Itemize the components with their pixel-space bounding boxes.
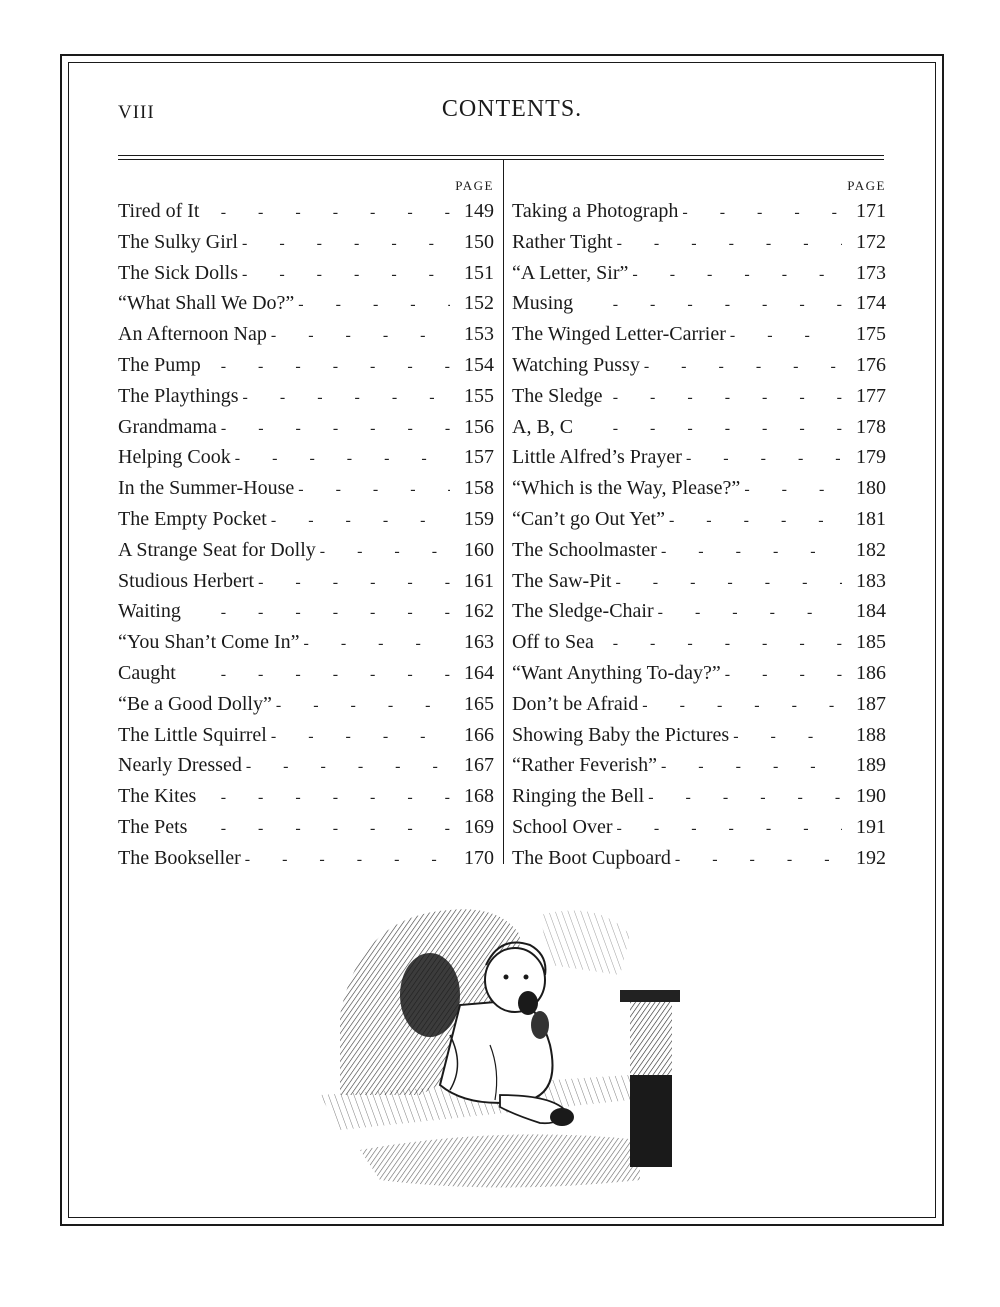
dot-leader [632, 258, 842, 291]
dot-leader [242, 227, 450, 260]
dot-leader [648, 781, 842, 814]
dot-leader [598, 627, 842, 660]
contents-entry [512, 442, 886, 473]
dot-leader [205, 350, 450, 383]
entry-title: Showing Baby the Pictures [512, 723, 730, 746]
dot-leader [242, 258, 450, 291]
dot-leader [245, 843, 450, 876]
dot-leader [271, 504, 450, 537]
page-number: VIII [118, 102, 155, 123]
contents-entry [512, 658, 886, 689]
page-column-label: PAGE [455, 178, 494, 193]
entry-title: Ringing the Bell [512, 785, 645, 808]
contents-entry [118, 566, 494, 597]
entry-title: Watching Pussy [512, 353, 640, 376]
entry-title: The Schoolmaster [512, 538, 657, 561]
dot-leader [577, 288, 842, 321]
entry-title: The Sick Dolls [118, 261, 238, 284]
entry-title: Taking a Photograph [512, 200, 679, 222]
contents-entry [512, 350, 886, 381]
entry-page-number: 169 [464, 815, 494, 838]
entry-page-number: 152 [464, 292, 494, 315]
entry-page-number: 175 [856, 323, 886, 346]
entry-title: Caught [118, 661, 176, 684]
page-column-label: PAGE [847, 178, 886, 193]
contents-entry [512, 196, 886, 227]
entry-title: The Empty Pocket [118, 507, 267, 530]
entry-title: “Rather Feverish” [512, 754, 657, 777]
entry-title: Off to Sea [512, 631, 594, 654]
entry-page-number: 163 [464, 631, 494, 654]
entry-page-number: 192 [856, 846, 886, 869]
dot-leader [617, 227, 842, 260]
entry-page-number: 190 [856, 785, 886, 808]
entry-title: A, B, C [512, 415, 574, 438]
entry-page-number: 157 [464, 446, 494, 469]
entry-title: Studious Herbert [118, 569, 255, 592]
entry-page-number: 153 [464, 323, 494, 346]
entry-page-number: 168 [464, 785, 494, 808]
entry-title: The Pets [118, 815, 188, 838]
entry-title: Nearly Dressed [118, 754, 242, 777]
entry-title: “Can’t go Out Yet” [512, 507, 665, 530]
dot-leader [658, 596, 842, 629]
entry-title: The Winged Letter-Carrier [512, 323, 726, 346]
contents-entry [512, 596, 886, 627]
dot-leader [730, 319, 842, 352]
contents-entry [118, 442, 494, 473]
header-rule-bottom [118, 159, 884, 160]
contents-entry [512, 381, 886, 412]
contents-entry [118, 227, 494, 258]
entry-page-number: 156 [464, 415, 494, 438]
contents-entry [118, 781, 494, 812]
dot-leader [185, 596, 450, 629]
contents-entry [512, 319, 886, 350]
contents-entry [512, 535, 886, 566]
contents-entry [118, 535, 494, 566]
entry-page-number: 161 [464, 569, 494, 592]
contents-entry [512, 412, 886, 443]
dot-leader [607, 381, 842, 414]
contents-entry [118, 381, 494, 412]
entry-page-number: 160 [464, 538, 494, 561]
entry-page-number: 172 [856, 230, 886, 253]
page-title: CONTENTS. [441, 96, 583, 122]
contents-entry [118, 473, 494, 504]
contents-entry [512, 812, 886, 843]
entry-page-number: 177 [856, 384, 886, 407]
contents-entry [512, 627, 886, 658]
dot-leader [617, 812, 842, 845]
entry-title: The Playthings [118, 384, 239, 407]
contents-entry [512, 689, 886, 720]
contents-entry [512, 566, 886, 597]
dot-leader [243, 381, 450, 414]
dot-leader [191, 812, 450, 845]
dot-leader [682, 196, 842, 229]
dot-leader [675, 843, 842, 876]
contents-entry [118, 412, 494, 443]
entry-page-number: 173 [856, 261, 886, 284]
entry-title: “Which is the Way, Please?” [512, 477, 741, 500]
entry-page-number: 159 [464, 507, 494, 530]
contents-entry [118, 319, 494, 350]
dot-leader [298, 473, 450, 506]
entry-page-number: 180 [856, 477, 886, 500]
entry-title: A Strange Seat for Dolly [118, 538, 316, 561]
entry-page-number: 155 [464, 384, 494, 407]
child-with-doll-illustration [300, 895, 720, 1195]
contents-entry [118, 350, 494, 381]
contents-entry [118, 627, 494, 658]
contents-entry [118, 288, 494, 319]
entry-page-number: 182 [856, 538, 886, 561]
contents-entry [512, 473, 886, 504]
dot-leader [644, 350, 842, 383]
dot-leader [686, 442, 842, 475]
entry-page-number: 158 [464, 477, 494, 500]
entry-title: “Be a Good Dolly” [118, 692, 272, 715]
contents-entry [118, 258, 494, 289]
entry-title: Waiting [118, 600, 181, 623]
dot-leader [615, 566, 842, 599]
dot-leader [661, 750, 842, 783]
entry-page-number: 166 [464, 723, 494, 746]
dot-leader [203, 196, 450, 229]
entry-title: The Sulky Girl [118, 230, 238, 253]
dot-leader [320, 535, 450, 568]
entry-page-number: 187 [856, 692, 886, 715]
contents-entry [118, 720, 494, 751]
contents-entry [512, 843, 886, 874]
dot-leader [258, 566, 450, 599]
entry-title: Helping Cook [118, 446, 231, 469]
dot-leader [180, 658, 450, 691]
entry-title: “What Shall We Do?” [118, 292, 295, 315]
contents-entry [512, 288, 886, 319]
entry-title: “A Letter, Sir” [512, 261, 629, 284]
entry-page-number: 154 [464, 353, 494, 376]
contents-entry [512, 750, 886, 781]
entry-title: Little Alfred’s Prayer [512, 446, 682, 469]
entry-title: School Over [512, 815, 613, 838]
entry-title: The Saw-Pit [512, 569, 612, 592]
entry-title: The Kites [118, 785, 197, 808]
entry-page-number: 179 [856, 446, 886, 469]
entry-page-number: 167 [464, 754, 494, 777]
entry-page-number: 178 [856, 415, 886, 438]
dot-leader [669, 504, 842, 537]
header-rule-top [118, 155, 884, 156]
entry-title: In the Summer-House [118, 477, 295, 500]
dot-leader [235, 442, 450, 475]
entry-title: Rather Tight [512, 230, 613, 253]
dot-leader [661, 535, 842, 568]
dot-leader [725, 658, 842, 691]
dot-leader [642, 689, 842, 722]
entry-page-number: 189 [856, 754, 886, 777]
entry-page-number: 149 [464, 200, 494, 222]
entry-page-number: 164 [464, 661, 494, 684]
dot-leader [733, 720, 842, 753]
entry-page-number: 188 [856, 723, 886, 746]
entry-title: Don’t be Afraid [512, 692, 639, 715]
contents-entry [118, 689, 494, 720]
entry-title: The Sledge [512, 384, 603, 407]
dot-leader [271, 319, 450, 352]
entry-title: “Want Anything To-day?” [512, 661, 721, 684]
entry-page-number: 165 [464, 692, 494, 715]
entry-title: An Afternoon Nap [118, 323, 267, 346]
contents-entry [512, 227, 886, 258]
entry-page-number: 186 [856, 661, 886, 684]
contents-column-left [118, 176, 494, 874]
entry-title: The Boot Cupboard [512, 846, 671, 869]
contents-entry [118, 504, 494, 535]
dot-leader [271, 720, 450, 753]
entry-title: “You Shan’t Come In” [118, 631, 300, 654]
contents-entry [118, 750, 494, 781]
entry-page-number: 184 [856, 600, 886, 623]
entry-page-number: 162 [464, 600, 494, 623]
entry-page-number: 170 [464, 846, 494, 869]
entry-title: The Pump [118, 353, 201, 376]
dot-leader [303, 627, 450, 660]
entry-page-number: 151 [464, 261, 494, 284]
contents-entry [512, 781, 886, 812]
entry-page-number: 185 [856, 631, 886, 654]
entry-title: The Little Squirrel [118, 723, 267, 746]
dot-leader [221, 412, 450, 445]
dot-leader [246, 750, 450, 783]
entry-page-number: 191 [856, 815, 886, 838]
contents-entry [118, 196, 494, 227]
contents-entry [118, 812, 494, 843]
entry-page-number: 181 [856, 507, 886, 530]
contents-entry [118, 596, 494, 627]
dot-leader [200, 781, 450, 814]
contents-entry [512, 720, 886, 751]
dot-leader [276, 689, 450, 722]
contents-column-right [512, 176, 886, 874]
column-divider [503, 160, 504, 864]
contents-entry [118, 843, 494, 874]
contents-entry [118, 658, 494, 689]
entry-page-number: 171 [856, 200, 886, 222]
entry-page-number: 176 [856, 353, 886, 376]
entry-title: The Bookseller [118, 846, 241, 869]
entry-page-number: 183 [856, 569, 886, 592]
entry-title: Musing [512, 292, 574, 315]
dot-leader [577, 412, 842, 445]
contents-entry [512, 258, 886, 289]
entry-page-number: 150 [464, 230, 494, 253]
entry-title: Tired of It [118, 200, 200, 222]
dot-leader [744, 473, 842, 506]
entry-page-number: 174 [856, 292, 886, 315]
contents-entry [512, 504, 886, 535]
entry-title: Grandmama [118, 415, 217, 438]
entry-title: The Sledge-Chair [512, 600, 654, 623]
dot-leader [298, 288, 450, 321]
